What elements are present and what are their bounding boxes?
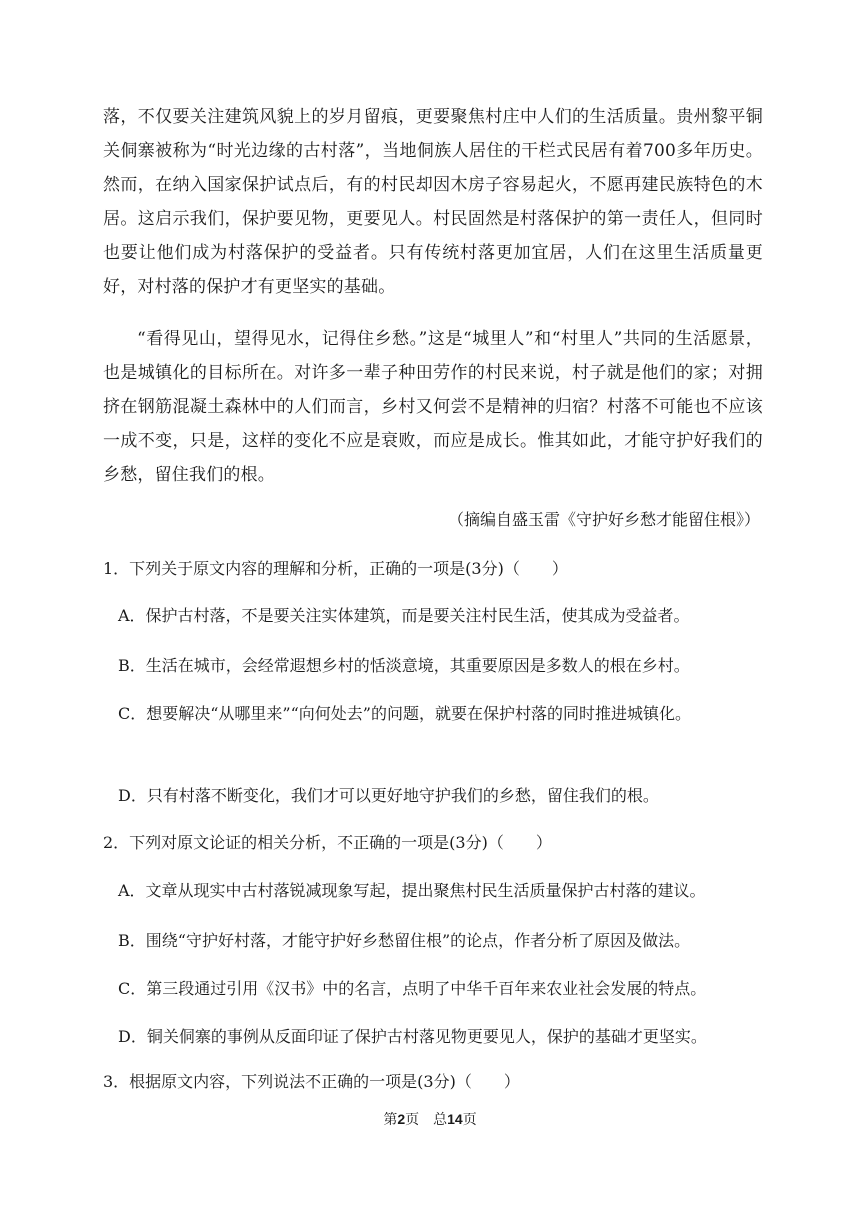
question-1-option-b: B．生活在城市，会经常遐想乡村的恬淡意境，其重要原因是多数人的根在乡村。 (118, 656, 690, 675)
body-paragraph-2: “看得见山，望得见水，记得住乡愁。”这是“城里人”和“村里人”共同的生活愿景，也是城镇化的目标所在。对许多一辈子种田劳作的村民来说，村子就是他们的家；对拥挤在钢筋混凝土森林中的人们而言，乡村又何尝不是精神的归宿？村落不可能也不应该一成不变，只是，这样的变化不应是衰败，而应是成长。惟其如此，才能守护好我们的乡愁，留住我们的根。 (103, 329, 763, 485)
question-1-stem: 1．下列关于原文内容的理解和分析，正确的一项是(3分)（ ） (103, 559, 568, 578)
question-1-option-d: D．只有村落不断变化，我们才可以更好地守护我们的乡愁，留住我们的根。 (118, 786, 659, 805)
question-2-option-c: C．第三段通过引用《汉书》中的名言，点明了中华千百年来农业社会发展的特点。 (118, 979, 707, 998)
footer-page-number: 2 (397, 1111, 406, 1127)
footer-page-prefix: 第 (383, 1112, 398, 1128)
question-2-option-a: A．文章从现实中古村落锐减现象写起，提出聚焦村民生活质量保护古村落的建议。 (118, 881, 706, 900)
page-footer (0, 1109, 860, 1130)
footer-page-suffix: 页 (462, 1112, 477, 1128)
question-2-option-b: B．围绕“守护好村落，才能守护好乡愁留住根”的论点，作者分析了原因及做法。 (118, 931, 691, 950)
footer-page-mid: 页 总 (405, 1112, 448, 1128)
question-1-option-c: C．想要解决“从哪里来”“向何处去”的问题，就要在保护村落的同时推进城镇化。 (118, 704, 691, 723)
body-paragraph-1: 落，不仅要关注建筑风貌上的岁月留痕，更要聚焦村庄中人们的生活质量。贵州黎平铜关侗寨被称为“时光边缘的古村落”，当地侗族人居住的干栏式民居有着700多年历史。然而，在纳入国家保护试点后，有的村民却因木房子容易起火，不愿再建民族特色的木居。这启示我们，保护要见物，更要见人。村民固然是村落保护的第一责任人，但同时也要让他们成为村落保护的受益者。只有传统村落更加宜居，人们在这里生活质量更好，对村落的保护才有更坚实的基础。 (103, 107, 763, 297)
source-citation: （摘编自盛玉雷《守护好乡愁才能留住根》） (447, 510, 760, 529)
footer-total-pages: 14 (447, 1111, 463, 1127)
question-1-option-a: A．保护古村落，不是要关注实体建筑，而是要关注村民生活，使其成为受益者。 (118, 606, 690, 625)
question-2-option-d: D．铜关侗寨的事例从反面印证了保护古村落见物更要见人，保护的基础才更坚实。 (118, 1027, 707, 1046)
question-3-stem: 3．根据原文内容，下列说法不正确的一项是(3分)（ ） (103, 1072, 520, 1091)
question-2-stem: 2．下列对原文论证的相关分析，不正确的一项是(3分)（ ） (103, 833, 552, 852)
